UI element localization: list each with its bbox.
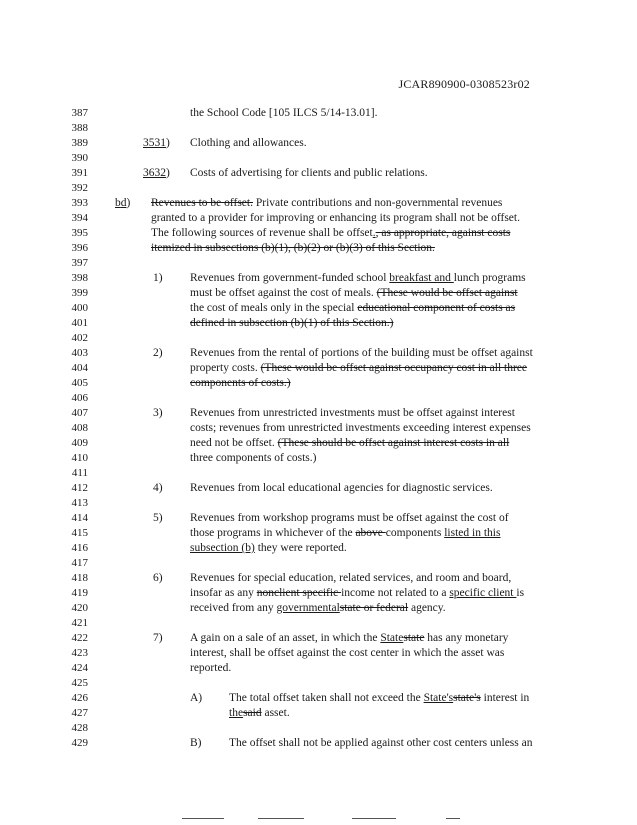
line-number: 413 [71,497,88,509]
text-line-414: Revenues from workshop programs must be offset against the cost of [190,512,509,524]
line-number: 415 [71,527,88,539]
line-number: 388 [71,122,88,134]
line-number: 407 [71,407,88,419]
document-id: JCAR890900-0308523r02 [398,77,530,91]
item-label-d: bd) [115,197,131,209]
line-number: 397 [71,257,88,269]
line-number: 426 [71,692,88,704]
text-line-391: Costs of advertising for clients and public relations. [190,167,428,179]
text-line-399: must be offset against the cost of meals. (These would be offset against [190,287,518,299]
text-line-426: The total offset taken shall not exceed the State'sstate's interest in [229,692,530,704]
text-line-401: defined in subsection (b)(1) of this Section.) [190,317,394,329]
text-line-403: Revenues from the rental of portions of the building must be offset against [190,347,533,359]
line-number: 392 [71,182,88,194]
text-line-427: thesaid asset. [229,707,290,719]
line-number: 414 [71,512,88,524]
line-number: 393 [71,197,88,209]
line-number: 409 [71,437,88,449]
line-number: 396 [71,242,88,254]
line-number: 387 [71,107,88,119]
footer-rule [352,818,396,819]
item-label-31: 3531) [143,137,170,149]
text-line-423: interest, shall be offset against the cost center in which the asset was [190,647,505,659]
text-line-409: need not be offset. (These should be offset against interest costs in all [190,437,510,449]
line-number: 428 [71,722,88,734]
line-number: 399 [71,287,88,299]
line-number: 429 [71,737,88,749]
text-line-400: the cost of meals only in the special educational component of costs as [190,302,516,314]
footer-rule [446,818,460,819]
line-number: 405 [71,377,88,389]
line-number: 419 [71,587,88,599]
line-number: 390 [71,152,88,164]
item-label-6: 6) [153,572,163,584]
footer-rule [258,818,304,819]
item-label-5: 5) [153,512,163,524]
text-line-422: A gain on a sale of an asset, in which the Statestate has any monetary [190,632,509,644]
text-line-393: Revenues to be offset. Private contributions and non-governmental revenues [151,197,503,209]
line-number: 406 [71,392,88,404]
text-line-418: Revenues for special education, related services, and room and board, [190,572,512,584]
line-number: 404 [71,362,88,374]
line-number: 394 [71,212,88,224]
text-line-429: The offset shall not be applied against other cost centers unless an [229,737,533,749]
text-line-404: property costs. (These would be offset against occupancy cost in all three [190,362,528,374]
text-line-389: Clothing and allowances. [190,137,307,149]
line-number: 391 [71,167,88,179]
line-number: 421 [71,617,88,629]
line-number: 418 [71,572,88,584]
line-number: 411 [71,467,88,479]
line-number: 389 [71,137,88,149]
text-line-410: three components of costs.) [190,452,317,464]
line-number: 412 [71,482,88,494]
item-label-B: B) [190,737,202,749]
item-label-2: 2) [153,347,163,359]
text-line-398: Revenues from government-funded school breakfast and lunch programs [190,272,526,284]
line-number: 400 [71,302,88,314]
text-line-420: received from any governmentalstate or federal agency. [190,602,446,614]
footer-rule [182,818,224,819]
item-label-32: 3632) [143,167,170,179]
line-number: 420 [71,602,88,614]
line-number: 422 [71,632,88,644]
line-number: 395 [71,227,88,239]
line-number: 417 [71,557,88,569]
text-line-424: reported. [190,662,232,674]
item-label-4: 4) [153,482,163,494]
text-line-415: those programs in whichever of the above components listed in this [190,527,501,539]
text-line-416: subsection (b) they were reported. [190,542,347,554]
item-label-3: 3) [153,407,163,419]
line-number: 403 [71,347,88,359]
text-line-408: costs; revenues from unrestricted investments exceeding interest expenses [190,422,531,434]
line-number: 408 [71,422,88,434]
text-line-395: The following sources of revenue shall be offset., as appropriate, against costs [151,227,511,239]
text-line-396: itemized in subsections (b)(1), (b)(2) or (b)(3) of this Section. [151,242,435,254]
line-number: 402 [71,332,88,344]
line-number: 425 [71,677,88,689]
item-label-A: A) [190,692,203,704]
text-line-387: the School Code [105 ILCS 5/14-13.01]. [190,107,378,119]
line-number: 427 [71,707,88,719]
line-number: 401 [71,317,88,329]
item-label-7: 7) [153,632,163,644]
text-line-405: components of costs.) [190,377,291,389]
text-line-412: Revenues from local educational agencies for diagnostic services. [190,482,493,494]
text-line-407: Revenues from unrestricted investments must be offset against interest [190,407,515,419]
line-number: 423 [71,647,88,659]
line-number: 410 [71,452,88,464]
text-line-394: granted to a provider for improving or enhancing its program shall not be offset. [151,212,520,224]
line-number: 416 [71,542,88,554]
item-label-1: 1) [153,272,163,284]
line-number: 398 [71,272,88,284]
line-number: 424 [71,662,88,674]
text-line-419: insofar as any nonclient specific income not related to a specific client is [190,587,525,599]
